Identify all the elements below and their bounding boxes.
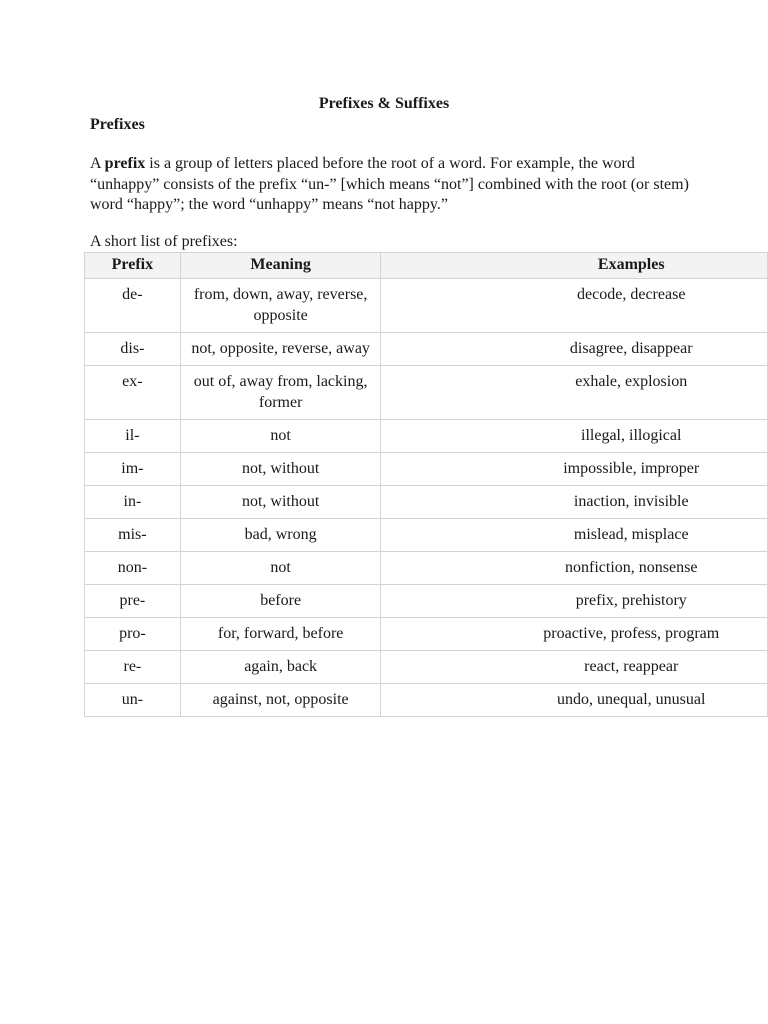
list-caption: A short list of prefixes: — [90, 233, 238, 250]
meaning-cell: from, down, away, reverse, opposite — [180, 279, 381, 333]
prefix-cell: il- — [85, 420, 181, 453]
header-meaning: Meaning — [180, 253, 381, 279]
intro-body: is a group of letters placed before the root of a word. For example, the word “unhappy” consists of the prefix “un-” [which means “not”] combined with the root (or stem) word “happy”; the word “unhappy” means “not happy.” — [90, 155, 689, 213]
examples-cell: decode, decrease — [381, 279, 768, 333]
examples-cell: inaction, invisible — [381, 486, 768, 519]
examples-cell: disagree, disappear — [381, 333, 768, 366]
table-row — [85, 552, 768, 585]
table-row — [85, 366, 768, 420]
prefix-table — [84, 252, 768, 717]
meaning-cell: before — [180, 585, 381, 618]
table-row — [85, 651, 768, 684]
examples-cell: mislead, misplace — [381, 519, 768, 552]
prefix-cell: im- — [85, 453, 181, 486]
table-header-row — [85, 253, 768, 279]
table-row — [85, 420, 768, 453]
table-row — [85, 279, 768, 333]
meaning-cell: not, opposite, reverse, away — [180, 333, 381, 366]
meaning-cell: not — [180, 552, 381, 585]
prefix-cell: re- — [85, 651, 181, 684]
table-row — [85, 486, 768, 519]
table-row — [85, 333, 768, 366]
examples-cell: react, reappear — [381, 651, 768, 684]
meaning-cell: bad, wrong — [180, 519, 381, 552]
intro-paragraph — [90, 154, 690, 216]
prefix-cell: de- — [85, 279, 181, 333]
meaning-cell: not — [180, 420, 381, 453]
meaning-cell: not, without — [180, 453, 381, 486]
examples-cell: illegal, illogical — [381, 420, 768, 453]
intro-term: prefix — [104, 155, 146, 172]
table-row — [85, 453, 768, 486]
header-examples: Examples — [381, 253, 768, 279]
table-row — [85, 585, 768, 618]
examples-cell: undo, unequal, unusual — [381, 684, 768, 717]
examples-cell: nonfiction, nonsense — [381, 552, 768, 585]
meaning-cell: out of, away from, lacking, former — [180, 366, 381, 420]
intro-lead: A — [90, 155, 105, 172]
header-prefix: Prefix — [85, 253, 181, 279]
table-row — [85, 618, 768, 651]
meaning-cell: again, back — [180, 651, 381, 684]
table-row — [85, 519, 768, 552]
examples-cell: exhale, explosion — [381, 366, 768, 420]
table-row — [85, 684, 768, 717]
meaning-cell: not, without — [180, 486, 381, 519]
prefix-cell: ex- — [85, 366, 181, 420]
section-heading-prefixes: Prefixes — [90, 116, 145, 133]
meaning-cell: against, not, opposite — [180, 684, 381, 717]
prefix-cell: un- — [85, 684, 181, 717]
prefix-cell: non- — [85, 552, 181, 585]
examples-cell: proactive, profess, program — [381, 618, 768, 651]
prefix-cell: pre- — [85, 585, 181, 618]
meaning-cell: for, forward, before — [180, 618, 381, 651]
prefix-cell: in- — [85, 486, 181, 519]
examples-cell: prefix, prehistory — [381, 585, 768, 618]
prefix-cell: mis- — [85, 519, 181, 552]
prefix-cell: pro- — [85, 618, 181, 651]
document-title: Prefixes & Suffixes — [318, 95, 450, 112]
prefix-cell: dis- — [85, 333, 181, 366]
examples-cell: impossible, improper — [381, 453, 768, 486]
